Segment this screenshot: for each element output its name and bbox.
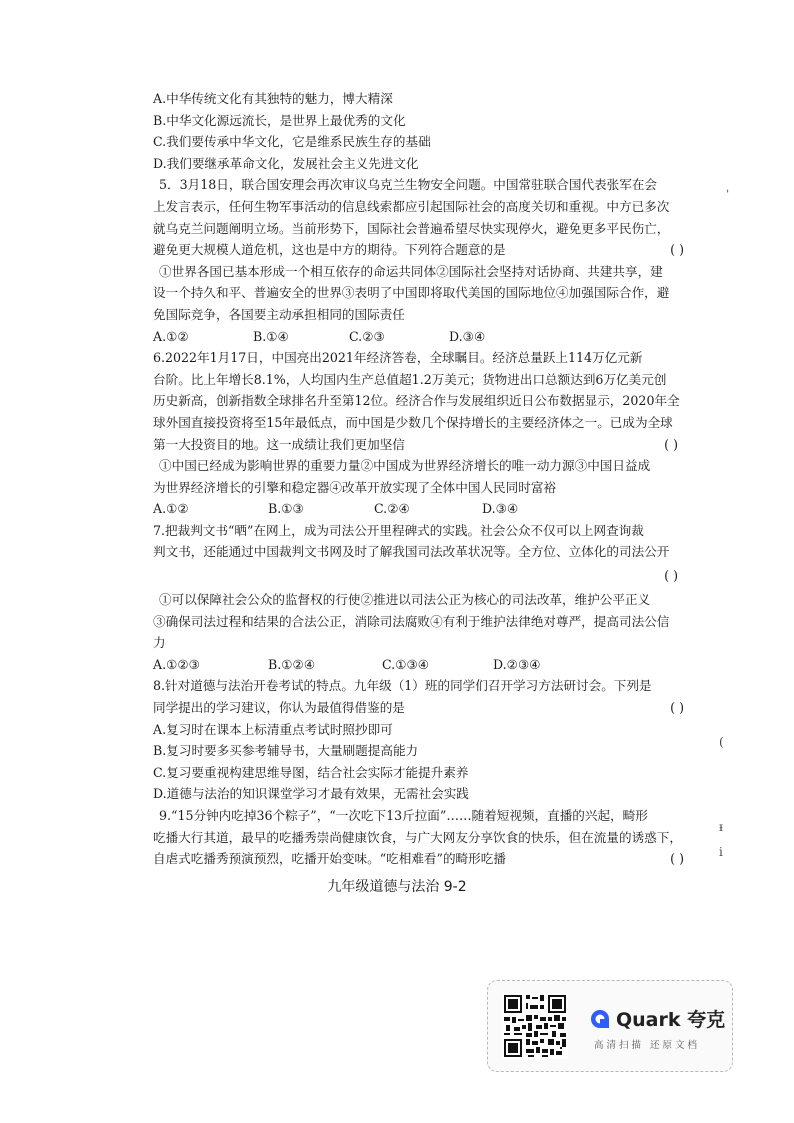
quark-brand: Quark 夸克 bbox=[616, 1009, 726, 1031]
qr-code-icon bbox=[502, 993, 568, 1059]
choice: C.①③④ bbox=[382, 656, 430, 672]
quark-tagline: 高清扫描 还原文档 bbox=[594, 1040, 701, 1051]
quark-logo-icon bbox=[590, 1009, 610, 1029]
q5-stem-line: 避免更大规模人道危机，这也是中方的期待。下列符合题意的是 ( ) bbox=[153, 239, 696, 261]
quark-watermark bbox=[487, 980, 733, 1072]
q6-stem-line: 历史新高，创新指数全球排名升至第12位。经济合作与发展组织近日公布数据显示，2020年全 bbox=[153, 393, 680, 409]
choice: C.②③ bbox=[349, 328, 385, 344]
choice: B.①④ bbox=[253, 328, 289, 344]
q4-option-b: B.中华文化源远流长，是世界上最优秀的文化 bbox=[153, 112, 406, 128]
exam-content bbox=[153, 88, 696, 870]
answer-bracket: ( ) bbox=[664, 568, 678, 584]
q9-stem-line: 吃播大行其道，最早的吃播秀崇尚健康饮食，与广大网友分享饮食的快乐，但在流量的诱惑下， bbox=[153, 829, 682, 845]
q7-stem-line: 7.把裁判文书“晒”在网上，成为司法公开里程碑式的实践。社会公众不仅可以上网查询裁 bbox=[153, 522, 644, 538]
choice: D.③④ bbox=[449, 328, 486, 344]
q5-item-line: ①世界各国已基本形成一个相互依存的命运共同体②国际社会坚持对话协商、共建共享，建 bbox=[159, 263, 663, 279]
choice: C.②④ bbox=[374, 501, 410, 517]
q6-choices bbox=[153, 498, 696, 520]
choice: B.①②④ bbox=[268, 656, 316, 672]
q7-stem-line: 判文书，还能通过中国裁判文书网及时了解我国司法改革状况等。全方位、立体化的司法公开 bbox=[153, 544, 670, 560]
page-footer: 九年级道德与法治 9-2 bbox=[327, 879, 467, 895]
choice: A.①② bbox=[153, 501, 189, 517]
q6-stem-line: 6.2022年1月17日，中国亮出2021年经济答卷，全球瞩目。经济总量跃上114万亿元新 bbox=[153, 350, 643, 366]
choice: D.②③④ bbox=[493, 656, 541, 672]
choice: A.①②③ bbox=[153, 656, 200, 672]
answer-bracket: ( ) bbox=[664, 436, 678, 452]
q4-option-d: D.我们要继承革命文化，发展社会主义先进文化 bbox=[153, 155, 419, 171]
choice: B.①③ bbox=[268, 501, 304, 517]
q9-stem-line: 自虐式吃播秀预演预烈，吃播开始变味。“吃相难看”的畸形吃播 ( ) bbox=[153, 848, 696, 870]
q8-option-c: C.复习要重视构建思维导图，结合社会实际才能提升素养 bbox=[153, 764, 469, 780]
q4-option-c: C.我们要传承中华文化，它是维系民族生存的基础 bbox=[153, 134, 431, 150]
q6-item-line: ①中国已经成为影响世界的重要力量②中国成为世界经济增长的唯一动力源③中国日益成 bbox=[159, 458, 651, 474]
scan-mark: ˌ bbox=[726, 180, 730, 194]
q6-stem-line: 球外国直接投资将至15年最低点，而中国是少数几个保持增长的主要经济体之一。已成为全球 bbox=[153, 414, 673, 430]
q5-item-line: 设一个持久和平、普遍安全的世界③表明了中国即将取代美国的国际地位④加强国际合作，避 bbox=[153, 285, 670, 301]
q7-item-line: ③确保司法过程和结果的合法公正，消除司法腐败④有利于维护法律绝对尊严，提高司法公信 bbox=[153, 613, 670, 629]
q5-stem-line: 上发言表示，任何生物军事活动的信息线索都应引起国际社会的高度关切和重视。中方已多次 bbox=[153, 198, 670, 214]
answer-bracket: ( ) bbox=[670, 242, 684, 258]
q5-stem-line: 就乌克兰问题阐明立场。当前形势下，国际社会普遍希望尽快实现停火，避免更多平民伤亡， bbox=[153, 220, 670, 236]
q7-bracket-line bbox=[153, 563, 696, 589]
q5-stem-line: 5．3月18日，联合国安理会再次审议乌克兰生物安全问题。中国常驻联合国代表张军在会 bbox=[159, 177, 658, 193]
q9-stem-line: 9.“15分钟内吃掉36个粽子”，“一次吃下13斤拉面”……随着短视频，直播的兴起，畸形 bbox=[159, 808, 648, 823]
answer-bracket: ( ) bbox=[670, 851, 684, 867]
q7-item-line: ①可以保障社会公众的监督权的行使②推进以司法公正为核心的司法改革，维护公平正义 bbox=[159, 592, 651, 608]
q8-stem-line: 同学提出的学习建议，你认为最值得借鉴的是 ( ) bbox=[153, 697, 696, 719]
q7-item-line: 力 bbox=[153, 635, 166, 651]
q8-stem-line: 8.针对道德与法治开卷考试的特点。九年级（1）班的同学们召开学习方法研讨会。下列是 bbox=[153, 678, 652, 694]
scan-mark: ᵻ bbox=[719, 820, 723, 834]
q6-stem-line: 台阶。比上年增长8.1%，人均国内生产总值超1.2万美元；货物进出口总额达到6万亿美元创 bbox=[153, 371, 667, 387]
q8-option-b: B.复习时要多买参考辅导书，大量刷题提高能力 bbox=[153, 743, 419, 759]
q7-choices bbox=[153, 654, 696, 676]
answer-bracket: ( ) bbox=[670, 700, 684, 716]
q4-option-a: A.中华传统文化有其独特的魅力，博大精深 bbox=[153, 91, 393, 106]
choice: D.③④ bbox=[482, 501, 519, 517]
choice: A.①② bbox=[153, 328, 189, 344]
q8-option-a: A.复习时在课本上标清重点考试时照抄即可 bbox=[153, 721, 393, 737]
scan-mark: ( bbox=[719, 735, 724, 749]
q6-stem-line: 第一大投资目的地。这一成绩让我们更加坚信 ( ) bbox=[153, 434, 696, 456]
q6-item-line: 为世界经济增长的引擎和稳定器④改革开放实现了全体中国人民同时富裕 bbox=[153, 479, 556, 495]
scan-mark: i bbox=[719, 845, 723, 859]
q8-option-d: D.道德与法治的知识课堂学习才最有效果，无需社会实践 bbox=[153, 786, 469, 802]
q5-item-line: 免国际竞争，各国要主动承担相同的国际责任 bbox=[153, 306, 405, 322]
q5-choices bbox=[153, 326, 696, 348]
